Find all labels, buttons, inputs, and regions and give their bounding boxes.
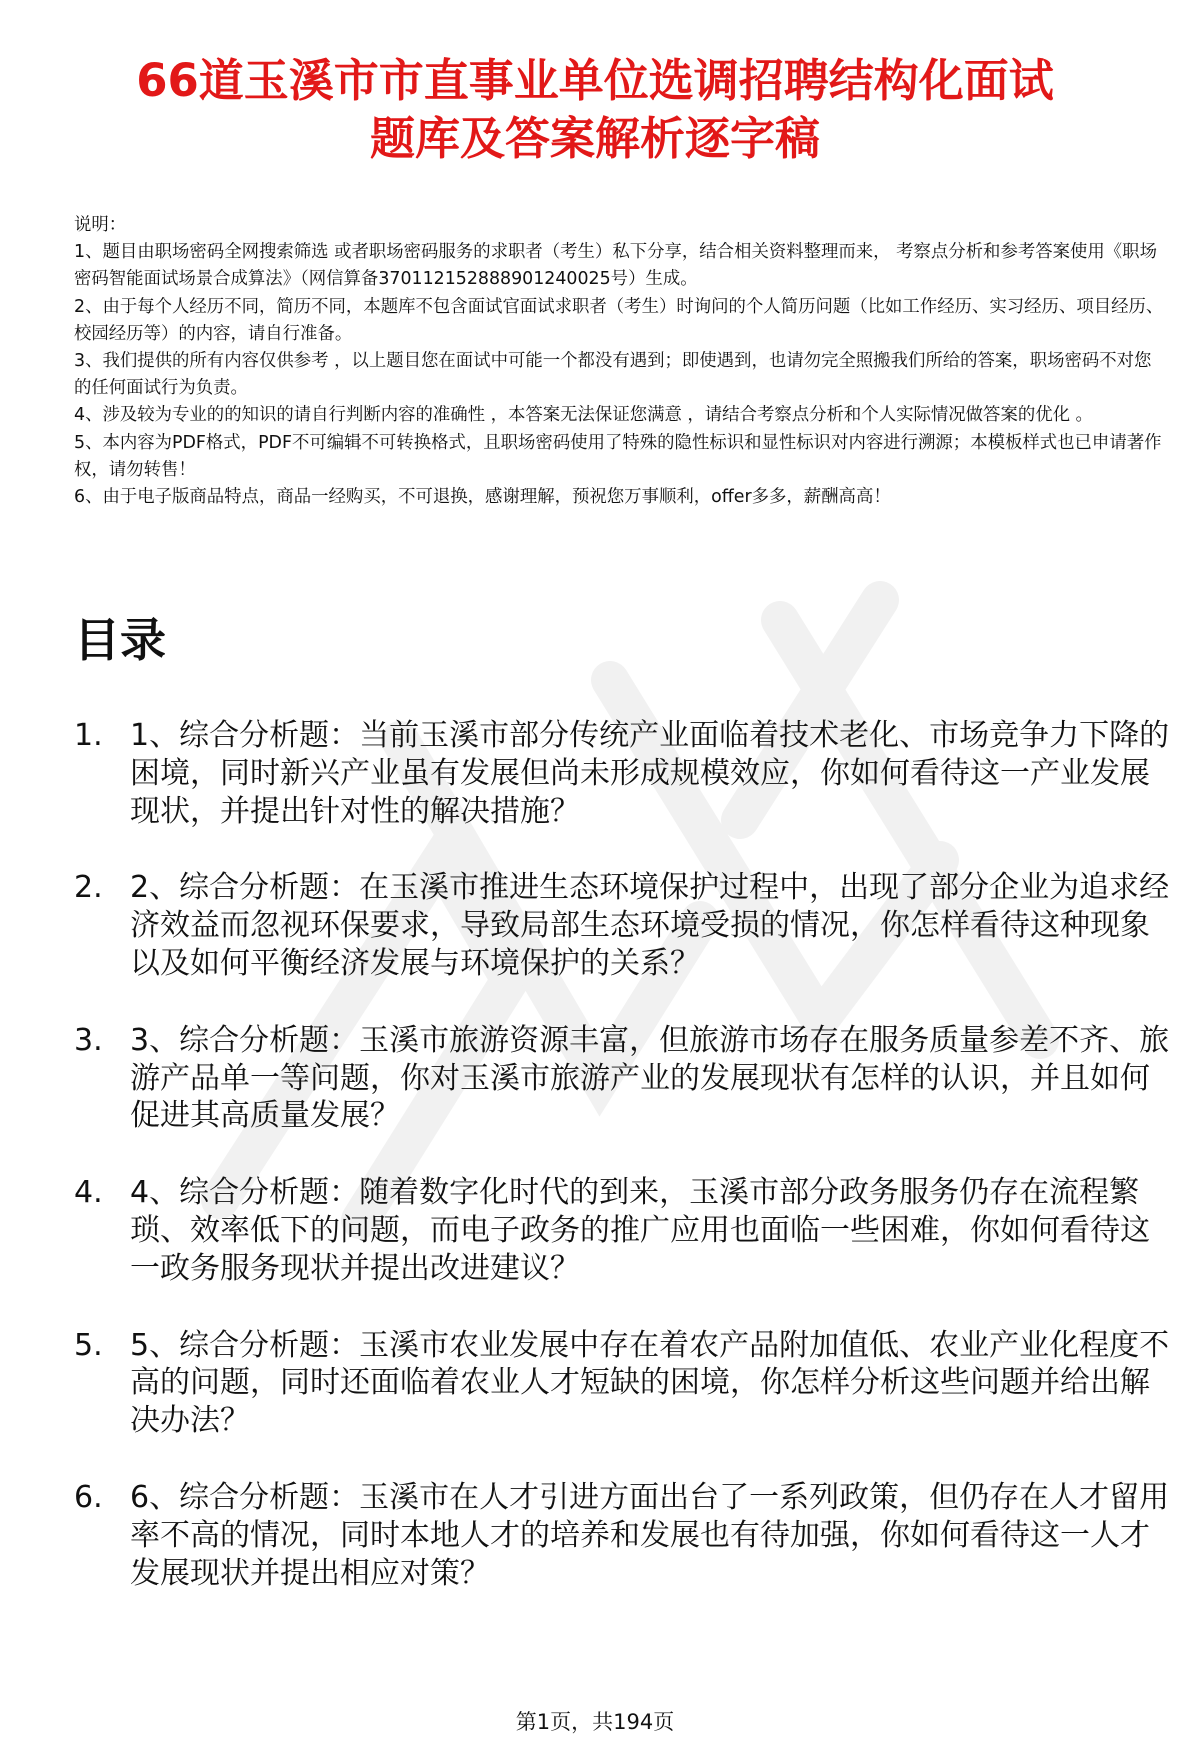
toc-entry-text[interactable]: 3、综合分析题：玉溪市旅游资源丰富，但旅游市场存在服务质量参差不齐、旅游产品单一等问题，你对玉溪市旅游产业的发展现状有怎样的认识，并且如何促进其高质量发展？ <box>130 1022 1170 1134</box>
toc-entry-number: 2. <box>74 870 103 906</box>
toc-entry[interactable] <box>74 1022 1174 1135</box>
toc-entry-number: 3. <box>74 1022 103 1058</box>
toc-entry[interactable] <box>74 717 1174 830</box>
note-item: 3、我们提供的所有内容仅供参考 ，以上题目您在面试中可能一个都没有遇到；即使遇到，也请勿完全照搬我们所给的答案，职场密码不对您的任何面试行为负责。 <box>74 351 1152 399</box>
disclaimer-notes <box>74 212 1164 511</box>
document-title <box>60 52 1130 168</box>
toc-entry-number: 5. <box>74 1327 103 1363</box>
toc-entry[interactable] <box>74 869 1174 982</box>
toc-entry-text[interactable]: 2、综合分析题：在玉溪市推进生态环境保护过程中，出现了部分企业为追求经济效益而忽视环保要求，导致局部生态环境受损的情况，你怎样看待这种现象以及如何平衡经济发展与环境保护的关系？ <box>130 870 1170 981</box>
toc-entry-text[interactable]: 6、综合分析题：玉溪市在人才引进方面出台了一系列政策，但仍存在人才留用率不高的情况，同时本地人才的培养和发展也有待加强，你如何看待这一人才发展现状并提出相应对策？ <box>130 1479 1170 1591</box>
title-line-1: 66道玉溪市市直事业单位选调招聘结构化面试 <box>136 54 1054 107</box>
toc-entry-number: 4. <box>74 1175 103 1211</box>
toc-entry[interactable] <box>74 1479 1174 1592</box>
toc-entry-text[interactable]: 5、综合分析题：玉溪市农业发展中存在着农产品附加值低、农业产业化程度不高的问题，同时还面临着农业人才短缺的困境，你怎样分析这些问题并给出解决办法？ <box>130 1327 1170 1439</box>
toc-entry[interactable] <box>74 1174 1174 1287</box>
note-item: 6、由于电子版商品特点，商品一经购买，不可退换，感谢理解，预祝您万事顺利，offer多多，薪酬高高！ <box>74 487 891 508</box>
toc-entry-number: 6. <box>74 1479 103 1515</box>
note-heading: 说明： <box>74 215 127 235</box>
toc-entry-number: 1. <box>74 718 103 753</box>
table-of-contents <box>74 717 1174 1631</box>
toc-entry[interactable] <box>74 1327 1174 1440</box>
note-item: 4、涉及较为专业的的知识的请自行判断内容的准确性 ，本答案无法保证您满意 ，请结合考察点分析和个人实际情况做答案的优化 。 <box>74 405 1093 426</box>
title-line-2: 题库及答案解析逐字稿 <box>369 112 820 165</box>
toc-entry-text[interactable]: 1、综合分析题：当前玉溪市部分传统产业面临着技术老化、市场竞争力下降的困境，同时新兴产业虽有发展但尚未形成规模效应，你如何看待这一产业发展现状，并提出针对性的解决措施？ <box>130 718 1170 829</box>
toc-heading: 目录 <box>74 613 166 667</box>
note-item: 5、本内容为PDF格式，PDF不可编辑不可转换格式，且职场密码使用了特殊的隐性标识和显性标识对内容进行溯源；本模板样式也已申请著作权，请勿转售！ <box>74 432 1162 480</box>
page-footer: 第1页，共194页 <box>515 1710 675 1734</box>
note-item: 2、由于每个人经历不同，简历不同，本题库不包含面试官面试求职者（考生）时询问的个人简历问题（比如工作经历、实习经历、项目经历、校园经历等）的内容，请自行准备。 <box>74 296 1164 344</box>
toc-entry-text[interactable]: 4、综合分析题：随着数字化时代的到来，玉溪市部分政务服务仍存在流程繁琐、效率低下的问题，而电子政务的推广应用也面临一些困难，你如何看待这一政务服务现状并提出改进建议？ <box>130 1175 1150 1286</box>
note-item: 1、题目由职场密码全网搜索筛选 或者职场密码服务的求职者（考生）私下分享，结合相关资料整理而来， 考察点分析和参考答案使用《职场密码智能面试场景合成算法》（网信算备370112152888901240025号）生成。 <box>74 242 1157 290</box>
